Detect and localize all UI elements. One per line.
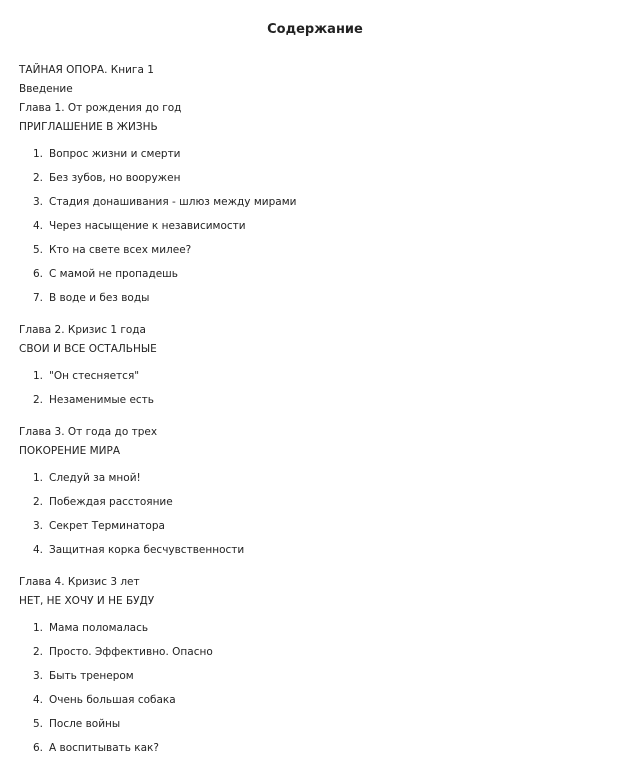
list-item[interactable] [19,286,609,310]
item-number: 6. [32,268,43,280]
list-item[interactable] [19,688,609,712]
item-number: 6. [32,742,43,754]
list-item[interactable] [19,490,609,514]
item-number: 1. [32,472,43,484]
list-item[interactable] [19,664,609,688]
item-title: А воспитывать как? [49,742,159,754]
list-item[interactable] [19,190,609,214]
item-number: 1. [32,370,43,382]
chapter-3 [19,423,609,562]
item-title: Кто на свете всех милее? [49,244,192,256]
item-number: 3. [32,670,43,682]
chapter-heading[interactable]: Глава 3. От года до трех [19,426,158,438]
item-number: 2. [32,172,43,184]
chapter-subtitle: НЕТ, НЕ ХОЧУ И НЕ БУДУ [19,595,155,607]
item-title: Просто. Эффективно. Опасно [49,646,213,658]
list-item[interactable] [19,640,609,664]
chapter-subtitle: СВОИ И ВСЕ ОСТАЛЬНЫЕ [19,343,157,355]
page-title: Содержание [267,22,363,37]
item-title: Через насыщение к независимости [49,220,246,232]
list-item[interactable] [19,514,609,538]
item-number: 2. [32,496,43,508]
item-title: Вопрос жизни и смерти [49,148,181,160]
item-number: 2. [32,646,43,658]
item-title: Стадия донашивания - шлюз между мирами [49,196,297,208]
item-title: Секрет Терминатора [49,520,165,532]
item-title: Незаменимые есть [49,394,154,406]
item-title: После войны [49,718,121,730]
list-item[interactable] [19,538,609,562]
book-title: ТАЙНАЯ ОПОРА. Книга 1 [19,64,154,76]
item-title: Без зубов, но вооружен [49,172,181,184]
table-of-contents [19,61,609,771]
item-title: "Он стесняется" [49,370,140,382]
item-title: Защитная корка бесчувственности [49,544,245,556]
chapter-subtitle: ПРИГЛАШЕНИЕ В ЖИЗНЬ [19,121,158,133]
list-item[interactable] [19,214,609,238]
chapter-heading[interactable]: Глава 1. От рождения до год [19,102,182,114]
item-number: 4. [32,694,43,706]
chapter-2-items [19,364,609,412]
list-item[interactable] [19,616,609,640]
item-title: С мамой не пропадешь [49,268,178,280]
list-item[interactable] [19,466,609,490]
chapter-1 [19,99,609,310]
item-title: Мама поломалась [49,622,149,634]
item-title: Быть тренером [49,670,134,682]
chapter-2 [19,321,609,412]
item-number: 7. [32,292,43,304]
item-number: 1. [32,148,43,160]
item-title: Побеждая расстояние [49,496,173,508]
chapter-subtitle: ПОКОРЕНИЕ МИРА [19,445,120,457]
item-number: 1. [32,622,43,634]
item-number: 3. [32,520,43,532]
chapter-heading[interactable]: Глава 2. Кризис 1 года [19,324,146,336]
item-title: Следуй за мной! [49,472,141,484]
list-item[interactable] [19,364,609,388]
list-item[interactable] [19,142,609,166]
list-item[interactable] [19,166,609,190]
intro-link[interactable]: Введение [19,83,73,95]
item-number: 5. [32,244,43,256]
chapter-3-items [19,466,609,562]
chapter-heading[interactable]: Глава 4. Кризис 3 лет [19,576,140,588]
chapter-4-items [19,616,609,760]
item-number: 5. [32,718,43,730]
chapter-4 [19,573,609,760]
item-number: 3. [32,196,43,208]
chapter-1-items [19,142,609,310]
list-item[interactable] [19,388,609,412]
item-title: В воде и без воды [49,292,150,304]
item-number: 2. [32,394,43,406]
list-item[interactable] [19,736,609,760]
item-number: 4. [32,544,43,556]
list-item[interactable] [19,712,609,736]
item-title: Очень большая собака [49,694,176,706]
list-item[interactable] [19,238,609,262]
item-number: 4. [32,220,43,232]
list-item[interactable] [19,262,609,286]
